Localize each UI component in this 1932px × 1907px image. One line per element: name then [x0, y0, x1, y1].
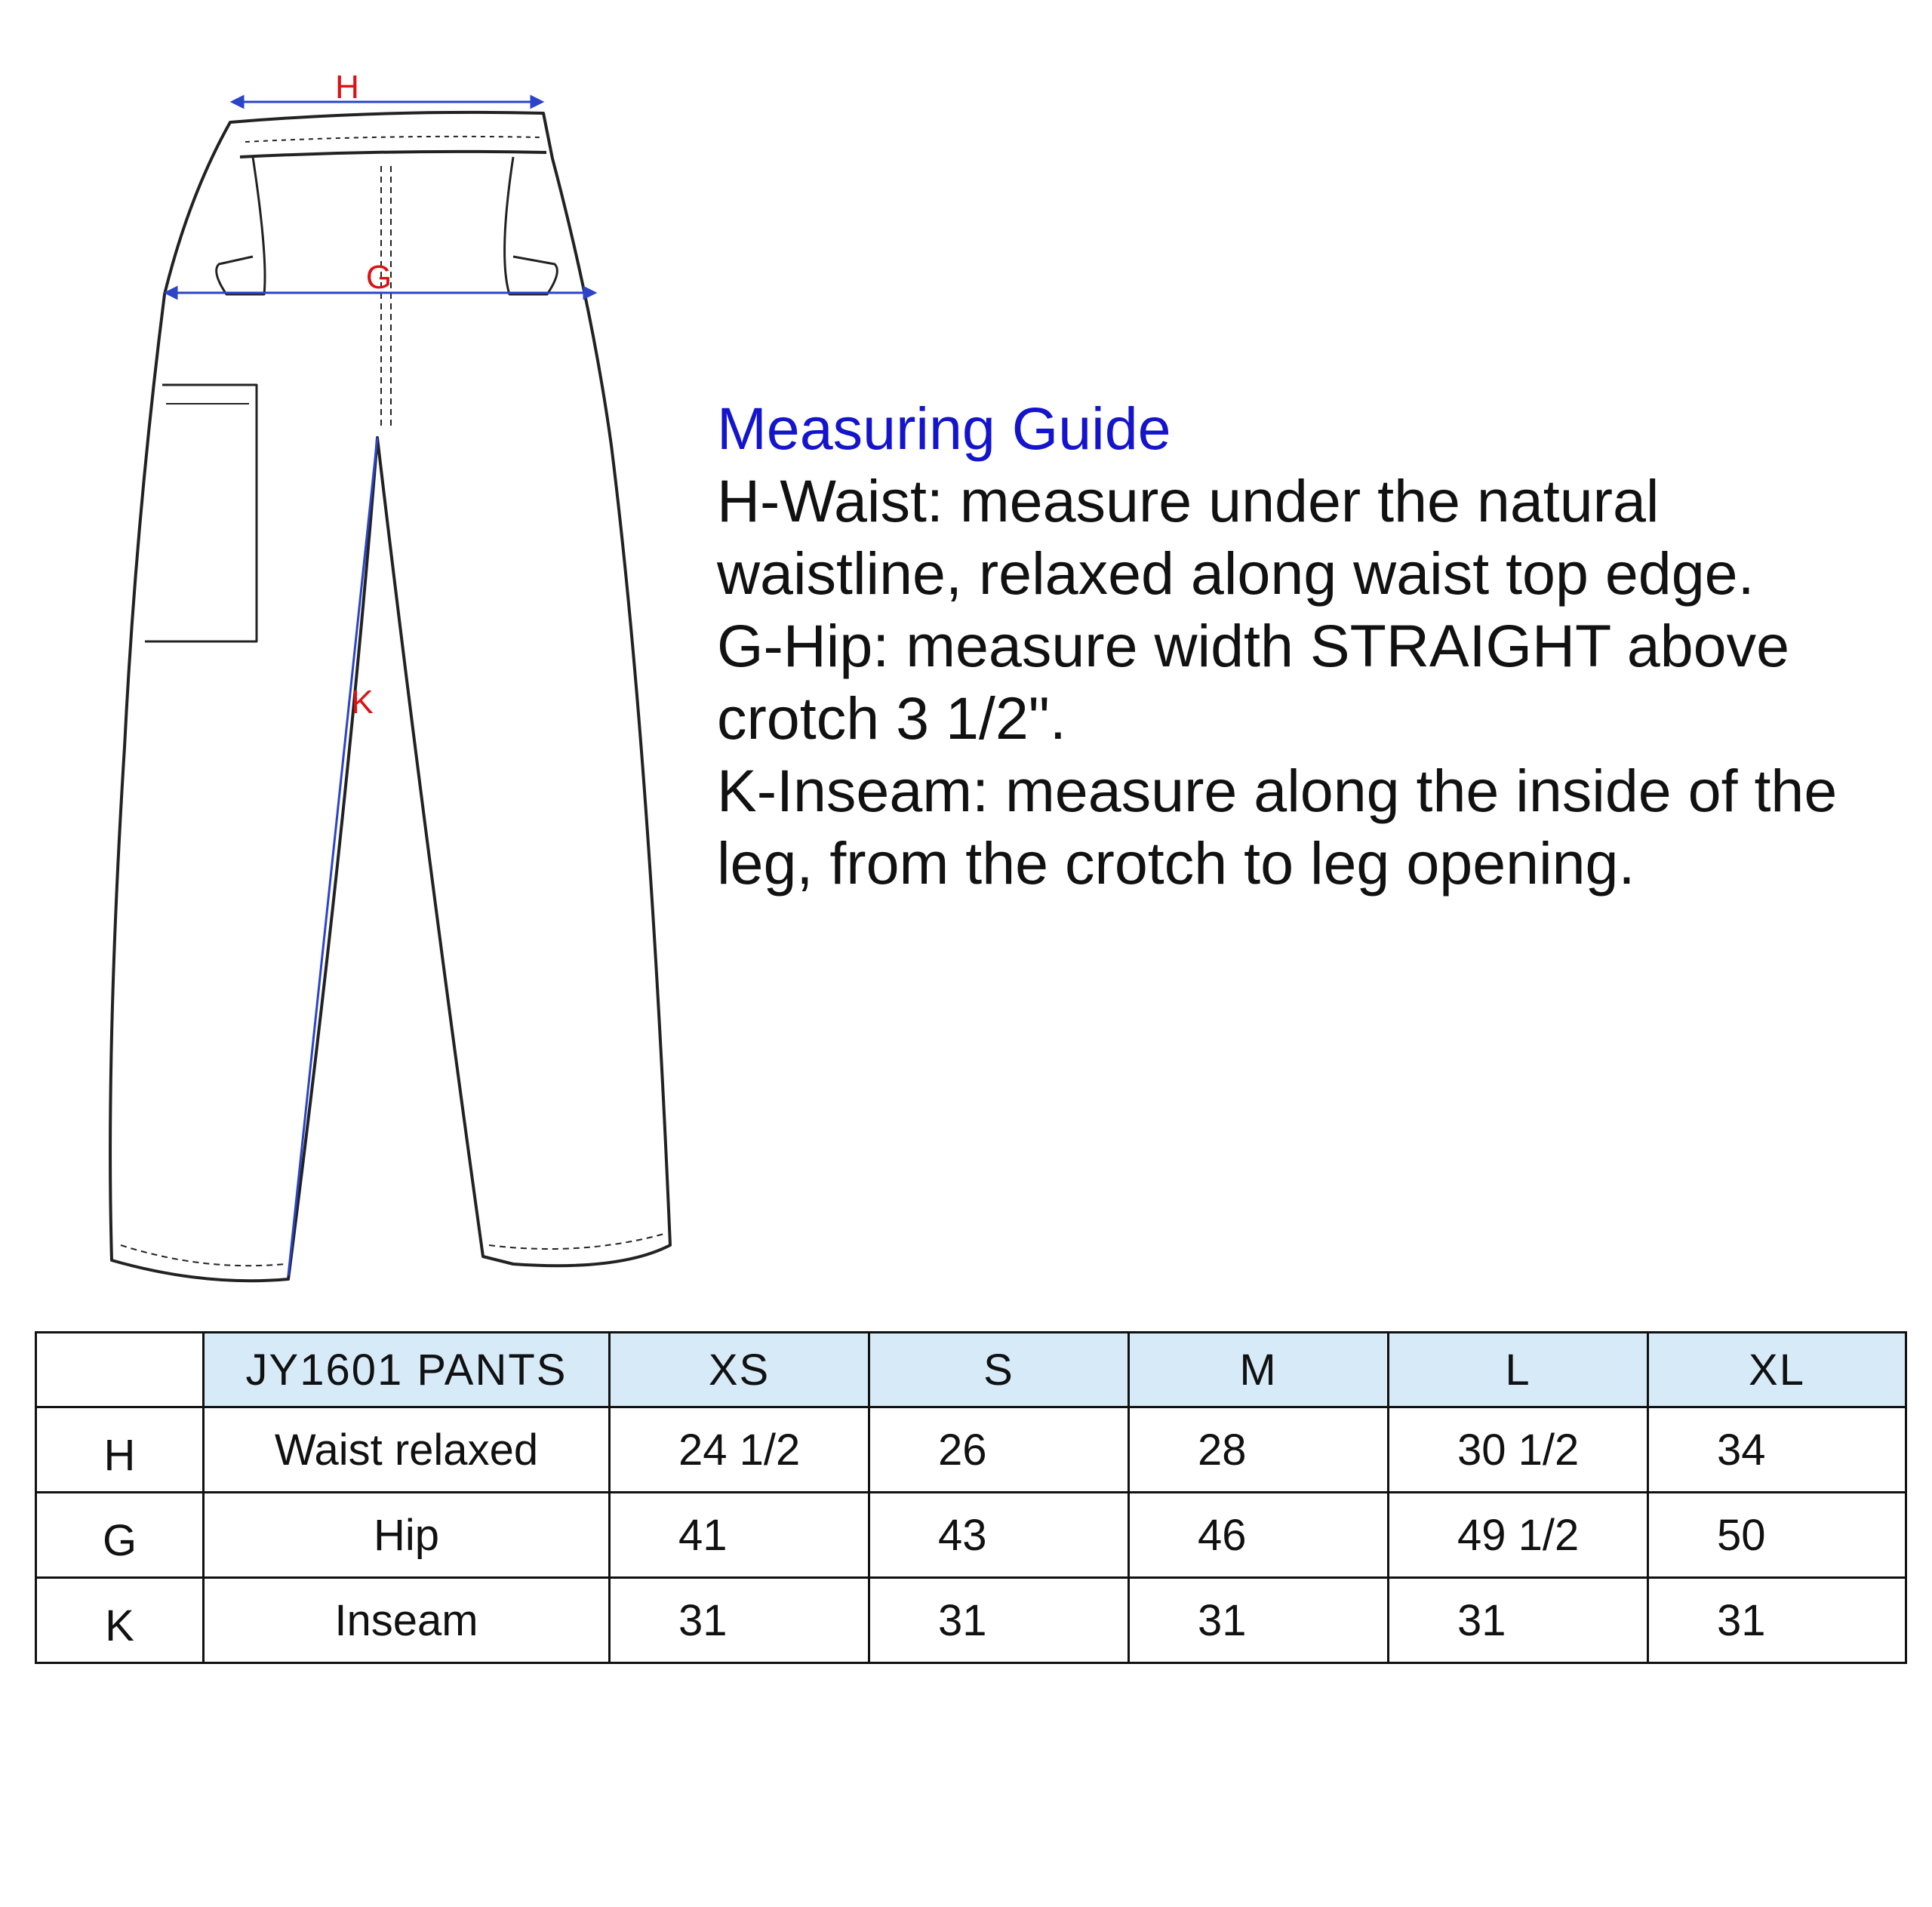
guide-inseam-line-1: K-Inseam: measure along the inside of the: [717, 757, 1838, 824]
value-cell: 46: [1129, 1493, 1389, 1578]
header-size-s: S: [869, 1333, 1129, 1407]
guide-hip-line-1: G-Hip: measure width STRAIGHT above: [717, 612, 1790, 679]
row-code: H: [36, 1407, 204, 1493]
inseam-label: K: [351, 684, 374, 721]
value-cell: 28: [1129, 1407, 1389, 1493]
table-row: [36, 1578, 1906, 1663]
value-cell: 49 1/2: [1389, 1493, 1648, 1578]
right-front-pocket: [505, 157, 558, 294]
value-cell: 31: [1129, 1578, 1389, 1663]
row-code: K: [36, 1578, 204, 1663]
header-size-xl: XL: [1648, 1333, 1906, 1407]
value-cell: 34: [1648, 1407, 1906, 1493]
inseam-measure-line: [288, 438, 377, 1275]
cargo-pocket: [145, 385, 257, 641]
table-row: [36, 1493, 1906, 1578]
header-product: JY1601 PANTS: [204, 1333, 610, 1407]
waist-label: H: [335, 69, 359, 106]
value-cell: 31: [869, 1578, 1129, 1663]
value-cell: 41: [610, 1493, 869, 1578]
value-cell: 43: [869, 1493, 1129, 1578]
value-cell: 50: [1648, 1493, 1906, 1578]
guide-hip-line-2: crotch 3 1/2".: [717, 684, 1066, 752]
hip-label: G: [365, 259, 392, 296]
value-cell: 30 1/2: [1389, 1407, 1648, 1493]
pants-diagram: [91, 68, 724, 1313]
row-label: Hip: [204, 1493, 610, 1578]
size-chart-table: [35, 1331, 1907, 1664]
header-size-m: M: [1129, 1333, 1389, 1407]
table-header-row: [36, 1333, 1906, 1407]
header-blank-cell: [36, 1333, 204, 1407]
header-size-xs: XS: [610, 1333, 869, 1407]
value-cell: 26: [869, 1407, 1129, 1493]
row-label: Inseam: [204, 1578, 610, 1663]
guide-waist-line-2: waistline, relaxed along waist top edge.: [717, 540, 1755, 607]
row-label: Waist relaxed: [204, 1407, 610, 1493]
measuring-guide: [717, 392, 1894, 900]
header-size-l: L: [1389, 1333, 1648, 1407]
waistband-bottom: [240, 152, 546, 157]
value-cell: 31: [1648, 1578, 1906, 1663]
value-cell: 31: [610, 1578, 869, 1663]
row-code: G: [36, 1493, 204, 1578]
guide-title: Measuring Guide: [717, 395, 1171, 462]
value-cell: 24 1/2: [610, 1407, 869, 1493]
left-front-pocket: [217, 157, 265, 294]
guide-waist-line-1: H-Waist: measure under the natural: [717, 467, 1660, 534]
table-row: [36, 1407, 1906, 1493]
value-cell: 31: [1389, 1578, 1648, 1663]
guide-inseam-line-2: leg, from the crotch to leg opening.: [717, 829, 1635, 897]
